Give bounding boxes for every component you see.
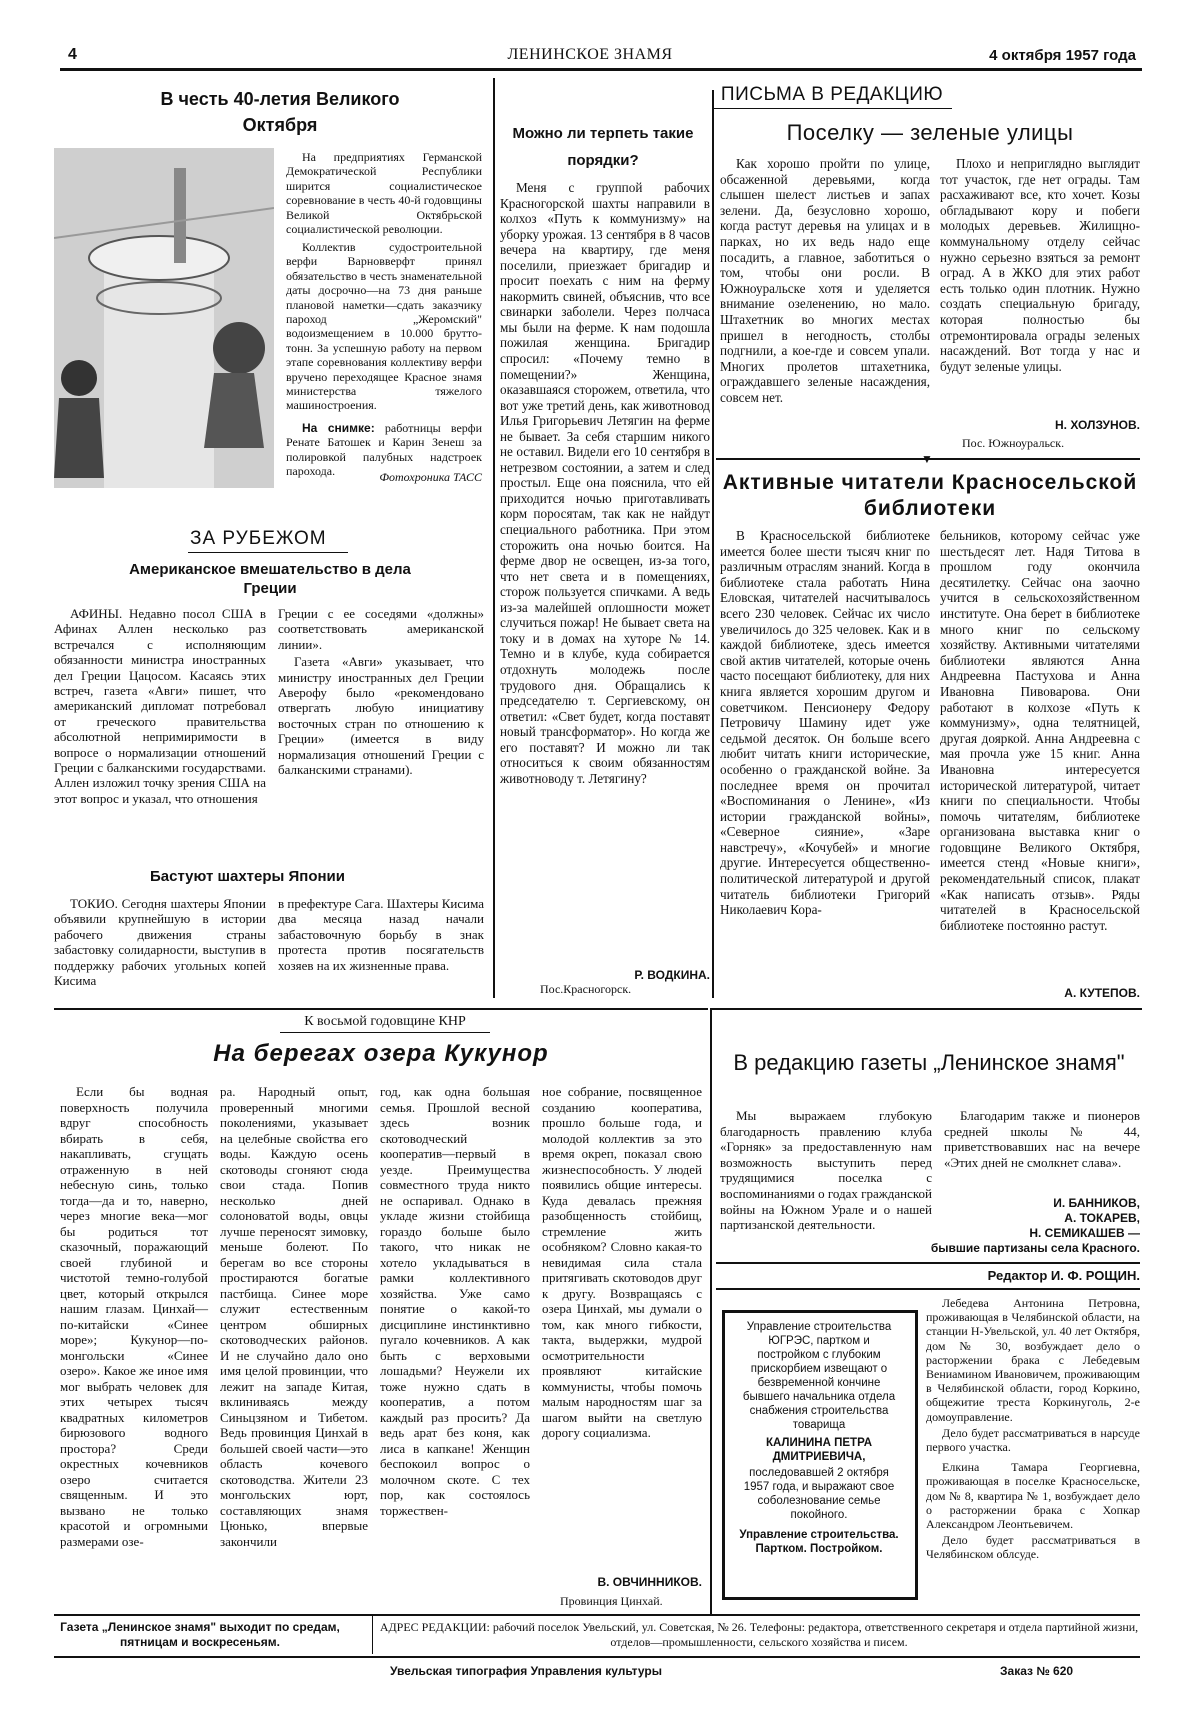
- issue-date: 4 октября 1957 года: [989, 47, 1136, 64]
- china-col-3: год, как одна большая семья. Прошлой весной здесь возник скотоводческий кооператив—первый в уезде. Преимущества совместного труда никто не оспаривал. Однако в укладе жизни стойбища гораздо больше было такого, что никак не хотело укладываться в рамки коллективного хозяйства. Уже само понятие о какой-то дисциплине инстинктивно пугало кочевников. А как быть с верховыми лошадьми? Неужели их тоже нужно сдать в кооператив, а потом каждый раз просить? Да ведь арат без коня, как лиса в капкане! Женщин беспокоил вопрос о молочном скоте. С тех пор, как состоялось торжествен-: [380, 1084, 530, 1518]
- printer-line: Увельская типография Управления культуры: [390, 1664, 662, 1678]
- china-top-rule: [54, 1008, 708, 1010]
- china-place: Провинция Цинхай.: [560, 1594, 663, 1608]
- green-streets-col-2: Плохо и неприглядно выглядит тот участок, где нет ограды. Там расхаживают все, кто хочет. Козы обгладывают кору и побеги молодых деревьев. Жилищно-коммунальному отделу сейчас нужно серьезно взяться за ремонт оград. А в ЖКО для этих работ есть только один плотник. Нужно создать специальную бригаду, которая полностью бы отремонтировала ограды зеленых насаждений. Вот тогда у нас и будут зеленые улицы.: [940, 156, 1140, 374]
- editor-line: Редактор И. Ф. РОЩИН.: [987, 1268, 1140, 1283]
- october-title: В честь 40-летия Великого Октября: [160, 89, 400, 135]
- footer-bottom-rule: [54, 1656, 1140, 1658]
- divorce-notices: Лебедева Антонина Петровна, проживающая в Челябинской области, на станции Н-Увельской, ул. 40 лет Октября, дом № 30, возбуждает дело о расторжении брака с Лебедевым Вениамином Ивановичем, проживающим в Челябинской области, город Коркино, общежитие треста Коркинуголь, 2-е домоуправление. Дело будет рассматриваться в нарсуде первого участка. Елкина Тамара Георгиевна, проживающая в поселке Красносельске, дом № 8, квартира № 1, возбуждает дело о расторжении брака с Хопкар Александром Леонтьевичем. Дело будет рассматриваться в Челябинском облсуде.: [926, 1296, 1140, 1562]
- library-title: Активные читатели Красносельской библиотеки: [722, 471, 1138, 520]
- greece-title: Американское вмешательство в дела Греции: [129, 561, 411, 597]
- page-number: 4: [68, 46, 77, 63]
- obituary-text: Управление строительства ЮГРЭС, партком и постройком с глубоким прискорбием извещают о безвременной кончине бывшего начальника отдела снабжения строительства товарища КАЛИНИНА ПЕТРА ДМИТРИЕВИЧА, последовавшей 2 октября 1957 года, и выражают свое соболезнование семье покойного. Управление строительства. Партком. Постройком.: [739, 1321, 899, 1555]
- japan-col-2: в префектуре Сага. Шахтеры Кисима два месяца назад начали забастовочную борьбу в знак протеста против посягательств хозяев на их жизненные права.: [278, 896, 484, 973]
- order-number: Заказ № 620: [1000, 1664, 1074, 1678]
- publication-schedule: Газета „Ленинское знамя" выходит по средам, пятницам и воскресеньям.: [60, 1620, 340, 1649]
- thanks-title: В редакцию газеты „Ленинское знамя": [733, 1050, 1125, 1075]
- greece-col-1: АФИНЫ. Недавно посол США в Афинах Аллен несколько раз встречался с исполняющим обязанности министра иностранных дел Греции Цацосом. Касаясь этих встреч, газета «Авги» пишет, что американский дипломат потребовал от греческого правительства абсолютной непримиримости в вопросе о нормализации отношений Греции с балканскими государствами. Аллен изложил точку зрения США на этот вопрос и указал, что отношения: [54, 606, 266, 806]
- thanks-top-rule: [712, 1008, 1142, 1010]
- photo-illustration: [54, 148, 274, 488]
- masthead: ЛЕНИНСКОЕ ЗНАМЯ: [507, 46, 673, 63]
- editor-top-rule: [716, 1262, 1140, 1264]
- china-col-4: ное собрание, посвященное созданию кооператива, прошло больше года, и молодой коллектив за это время окреп, показал свою жизнеспособность. У людей появились общие интересы. Куда девалась прежняя разобщенность стойбищ, стремление жить особняком? Словно какая-то невидимая сила стала притягивать скотоводов друг к другу. Возвращаясь с озера Цинхай, мы думали о том, как много гибкости, такта, выдержки, мудрой осмотрительности проявляют китайские коммунисты, чтобы помочь малым народностям шаг за шагом выйти на светлую дорогу социализма.: [542, 1084, 702, 1440]
- thanks-signature-2: А. ТОКАРЕВ,: [1064, 1211, 1140, 1225]
- china-signature: В. ОВЧИННИКОВ.: [597, 1575, 702, 1589]
- footer-divider: [372, 1616, 373, 1654]
- column-rule-2: [712, 90, 714, 998]
- dockworkers-photo: [54, 148, 274, 488]
- greece-col-2: Греции с ее соседями «должны» соответствовать американской линии». Газета «Авги» указывает, что министру иностранных дел Греции Аверофу было «рекомендовано отвергать любую инициативу восточных стран по отношению к Греции» (имеется в виду нормализация отношений Греции с балканскими странами).: [278, 606, 484, 778]
- footer-top-rule: [54, 1614, 1140, 1616]
- abroad-rubric-underline: [188, 552, 348, 553]
- china-col-1: Если бы водная поверхность получила вдруг способность вбирать в себя, накапливать, сгущать отраженную в ней небесную синь, только тогда—да и то, наверно, через многие века—мог бы родиться тот сказочный, поражающий своей глубиной и чистотой темно-голубой цвет, который открылся нашим глазам. Цинхай—по-китайски «Синее море»; Кукунор—по-монгольски «Синее озеро». Какое же иное имя мог выбрать человек для этих четырех тысяч квадратных километров бирюзового водного простора? Среди окрестных кочевников озеро считается священным. И это вызвано не только красотой и огромными размерами озе-: [60, 1084, 208, 1549]
- letters-rubric-underline: [712, 108, 952, 109]
- thanks-signature-3: Н. СЕМИКАШЕВ —: [1029, 1226, 1140, 1240]
- thanks-signature-4: бывшие партизаны села Красного.: [930, 1241, 1140, 1255]
- letters-rubric: ПИСЬМА В РЕДАКЦИЮ: [720, 84, 944, 105]
- column-rule-3: [710, 1008, 712, 1614]
- thanks-col-1: Мы выражаем глубокую благодарность правлению клуба «Горняк» за предоставленную нам возможность выступить перед трудящимися поселка с воспоминаниями о годах гражданской войны на Южном Урале и о нашей партизанской деятельности.: [720, 1108, 932, 1233]
- header-rule: [60, 68, 1142, 71]
- thanks-col-2: Благодарим также и пионеров средней школы № 44, приветствовавших нас на вечере «Этих дней не смолкнет слава».: [944, 1108, 1140, 1170]
- green-streets-col-1: Как хорошо пройти по улице, обсаженной деревьями, когда слышен шелест листьев и запах зелени. Да, безусловно хорошо, когда растут деревья на улицах и в парках, но их ведь надо еще посадить, а главное, заботиться о том, чтобы они росли. В Южноуральске хотя и уделяется внимание озеленению, но мало. Штахетник во многих местах пришел в негодность, столбы подгнили, а кое-где и совсем упали. Многих пролетов штахетника, ограждавшего зеленые насаждения, совсем нет.: [720, 156, 930, 405]
- divider-ornament: ▼: [921, 452, 933, 466]
- october-text-2: Коллектив судостроительной верфи Варновверфт принял обязательство в честь знаменательной даты досрочно—на 73 дня раньше плановой наметки—сдать заказчику пароход „Жеромский" водоизмещением в 10.000 брутто-тонн. За успешную работу на первом этапе соревнования коллективу верфи вручено переходящее Красное знамя министерства тяжелого машиностроения.: [286, 240, 482, 413]
- tolerate-title: Можно ли терпеть такие порядки?: [512, 125, 694, 169]
- china-rubric: К восьмой годовщине КНР: [304, 1014, 466, 1029]
- thanks-signature-1: И. БАННИКОВ,: [1053, 1196, 1140, 1210]
- tolerate-place: Пос.Красногорск.: [540, 982, 632, 996]
- green-streets-place: Пос. Южноуральск.: [962, 436, 1065, 450]
- october-text-1: На предприятиях Германской Демократической Республики ширится социалистическое соревнование в честь 40-й годовщины Великой Октябрьской социалистической революции.: [286, 150, 482, 237]
- tolerate-text: Меня с группой рабочих Красногорской шахты направили в колхоз «Путь к коммунизму» на уборку урожая. 13 сентября в 8 часов вечера на квартиру, где меня поселили, приезжает бригадир и просит поехать с ним на ферму накормить свиней, объяснив, что все свинарки заболели. Через полчаса мы были на ферме. К нам подошла пожилая женщина. Бригадир спросил: «Почему темно в помещении?» Женщина, оказавшаяся сторожем, ответила, что вот уже третий день, как животновод Илья Григорьевич Летягин на ферме не бывает. За себя старшим никого не оставил. Видели его 10 сентября в нетрезвом состоянии, а затем и след простыл. Еще она пояснила, что ей приходится ночью приготавливать корм поросятам, так как не найдут специального работника. При этом сторожить она ночью боится. На ферме двор не освещен, из-за того, что нет света и в помещениях, сторож пользуется спичками. А ведь из-за малейшей оплошности может случиться пожар! Не бывает света на току и в домах на хуторе № 14. Темно и в клубе, куда собирается отдохнуть молодежь после трудового дня. Обращались к председателю т. Сергиевскому, он ответил: «Свет будет, когда поставят новый трансформатор». Но когда же его поставят? И можно ли так относиться к своим обязанностям животноводу т. Летягину?: [500, 180, 710, 786]
- library-col-1: В Красносельской библиотеке имеется более шести тысяч книг по различным отраслям знаний. Когда в библиотеке стала работать Нина Еловская, читателей насчитывалось всего 230 человек. Сейчас их число увеличилось до 325 человек. Как и в каждой библиотеке, здесь имеется свой актив читателей, которые очень часто посещают библиотеку, для них книга является хорошим другом и советчиком. Пенсионеру Федору Петровичу Шамину идет уже седьмой десяток. Он больше всего любит читать книги исторические, особенно о гражданской войне. За последнее время он прочитал «Воспоминания о Ленине», «Из истории гражданской войны», «Северное сияние», «Заре навстречу», «Кочубей» и многие другие. Интересуется общественно-политической литературой и другой читатель библиотеки Григорий Николаевич Кора-: [720, 528, 930, 918]
- china-rubric-underline: [280, 1032, 490, 1033]
- tolerate-signature: Р. ВОДКИНА.: [634, 968, 710, 982]
- photo-caption: На снимке: работницы верфи Ренате Батошек и Карин Зенеш за полировкой палубных надстроек парохода.: [286, 421, 483, 479]
- library-signature: А. КУТЕПОВ.: [1064, 986, 1140, 1000]
- abroad-rubric: ЗА РУБЕЖОМ: [190, 528, 327, 549]
- editor-bottom-rule: [716, 1288, 1140, 1290]
- photo-credit: Фотохроника ТАСС: [379, 470, 482, 484]
- japan-title: Бастуют шахтеры Японии: [150, 868, 345, 885]
- green-streets-title: Поселку — зеленые улицы: [786, 120, 1074, 145]
- china-title: На берегах озера Кукунор: [213, 1040, 549, 1067]
- green-streets-signature: Н. ХОЛЗУНОВ.: [1054, 418, 1140, 432]
- editorial-address: АДРЕС РЕДАКЦИИ: рабочий поселок Увельский, ул. Советская, № 26. Телефоны: редактора, ответственного секретаря и отдела партийной жизни, отделов—промышленности, сельского хозяйства и писем.: [379, 1620, 1139, 1649]
- china-col-2: ра. Народный опыт, проверенный многими поколениями, указывает на целебные свойства его воды. Каждую осень скотоводы сгоняют сюда свои стада. Попив несколько дней солоноватой воды, овцы лучше переносят зимовку, меньше болеют. По берегам во все стороны простираются богатые пастбища. Синее море служит естественным центром обширных скотоводческих районов. И не случайно дало оно имя целой провинции, что лежит на западе Китая, вклиниваясь между Синьцзяном и Тибетом. Ведь провинция Цинхай в большей своей части—это область кочевого скотоводства. Жители 23 монгольских юрт, составляющих знамя Цюнько, впервые закончили: [220, 1084, 368, 1549]
- library-col-2: бельников, которому сейчас уже шестьдесят лет. Надя Титова в прошлом году окончила десятилетку. Сейчас она заочно учится в сельскохозяйственном институте. Она берет в библиотеке много книг по сельскому хозяйству. Активными читателями библиотеки являются Анна Андреевна Пастухова и Анна Ивановна Пивоварова. Они работают в колхозе «Путь к коммунизму», одна телятницей, другая дояркой. Анна Андреевна с мая прочла уже 15 книг. Анна Ивановна интересуется исторической литературой, читает книги по специальности. Чтобы помочь читателям, библиотеке организована выставка книг о годовщине Великого Октября, имеется стенд «Новые книги», рекомендательный список, плакат «Как написать отзыв». Ряды читателей в Красносельской библиотеке постоянно растут.: [940, 528, 1140, 933]
- column-rule-1: [493, 78, 495, 998]
- japan-col-1: ТОКИО. Сегодня шахтеры Японии объявили крупнейшую в истории рабочего движения страны забастовку солидарности, выступив в поддержку рабочих угольных копей Кисима: [54, 896, 266, 989]
